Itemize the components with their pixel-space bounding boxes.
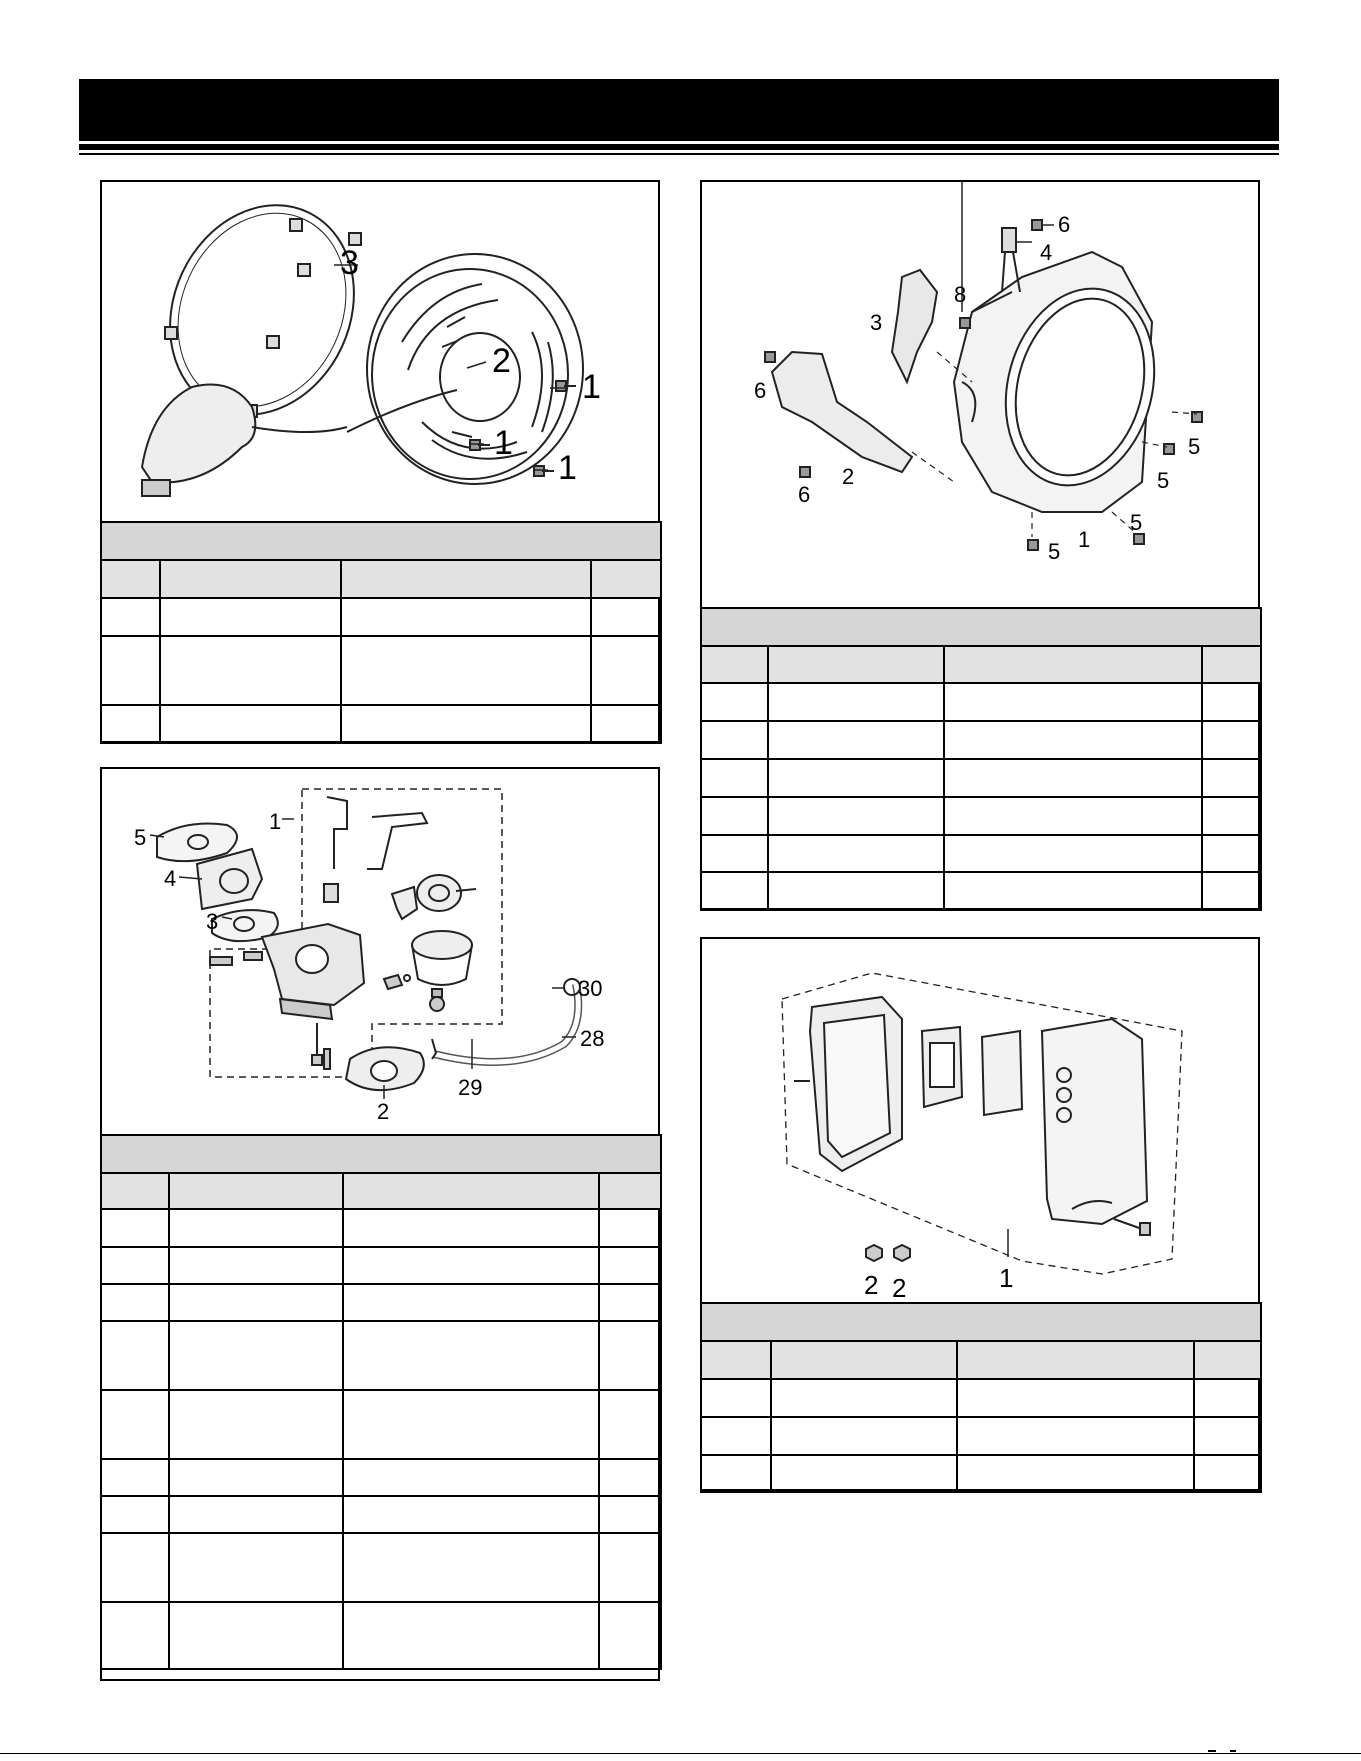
table-row (101, 1496, 661, 1533)
callout-1: 1 (1078, 527, 1091, 552)
col-description (343, 1173, 599, 1209)
col-qty (591, 560, 661, 598)
fan-cover-panel (700, 180, 1260, 910)
recoil-starter-diagram (102, 182, 658, 522)
callout-28: 28 (580, 1026, 605, 1051)
air-cleaner-diagram (702, 939, 1258, 1303)
col-qty (599, 1173, 661, 1209)
callout-5d: 5 (1048, 539, 1061, 564)
table-row (101, 1247, 661, 1284)
baffle-2 (772, 352, 912, 472)
ignition-coil-4 (1002, 228, 1016, 252)
callout-4: 4 (1040, 240, 1053, 265)
callout-1: 1 (999, 1263, 1014, 1293)
air-cleaner-cover (1042, 1019, 1147, 1224)
footer-rule (0, 1753, 1361, 1754)
table-row (101, 598, 661, 636)
callout-3: 3 (340, 244, 359, 282)
carburetor-parts-table (100, 1134, 662, 1670)
table-caption (701, 1303, 1261, 1341)
col-no (701, 646, 768, 683)
callout-5: 5 (134, 825, 147, 850)
callout-2: 2 (492, 342, 511, 380)
callout-2: 2 (377, 1099, 390, 1124)
callout-2b: 2 (892, 1273, 907, 1303)
table-caption (701, 608, 1261, 646)
table-row (701, 1379, 1261, 1417)
callout-2a: 2 (864, 1270, 879, 1300)
col-description (341, 560, 591, 598)
callout-1: 1 (269, 809, 282, 834)
table-row (701, 1417, 1261, 1455)
callout-2: 2 (842, 464, 855, 489)
callout-6b: 6 (754, 378, 767, 403)
table-row (101, 1284, 661, 1321)
callout-6: 6 (1058, 212, 1071, 237)
title-rule-thick (79, 144, 1279, 150)
page-title-bar (79, 79, 1279, 141)
table-row (101, 636, 661, 705)
carburetor-panel (100, 767, 660, 1681)
air-cleaner-panel (700, 937, 1260, 1491)
footer-mark (1208, 1750, 1216, 1752)
table-row (701, 1455, 1261, 1492)
callout-5c: 5 (1130, 510, 1143, 535)
callout-1b: 1 (494, 424, 513, 462)
col-no (101, 560, 160, 598)
table-row (701, 872, 1261, 910)
col-part-number (160, 560, 341, 598)
callout-29: 29 (458, 1075, 483, 1100)
table-row (101, 1533, 661, 1602)
col-part-number (771, 1341, 957, 1379)
col-part-number (768, 646, 944, 683)
col-description (957, 1341, 1194, 1379)
col-part-number (169, 1173, 343, 1209)
fan-cover-diagram (702, 182, 1258, 608)
table-row (101, 1602, 661, 1669)
fan-cover-parts-table (700, 607, 1262, 911)
table-row (701, 759, 1261, 797)
col-qty (1202, 646, 1261, 683)
callout-8: 8 (954, 282, 967, 307)
table-row (701, 835, 1261, 872)
table-caption (101, 522, 661, 560)
col-no (701, 1341, 771, 1379)
table-row (101, 1209, 661, 1247)
air-cleaner-parts-table (700, 1302, 1262, 1493)
recoil-starter-panel (100, 180, 660, 743)
callout-3: 3 (206, 909, 219, 934)
table-row (701, 721, 1261, 759)
callout-4: 4 (164, 866, 177, 891)
title-rule-thin (79, 153, 1279, 155)
col-qty (1194, 1341, 1261, 1379)
col-description (944, 646, 1202, 683)
guide-plate-3 (892, 270, 937, 382)
table-row (101, 1390, 661, 1459)
callout-30: 30 (578, 976, 603, 1001)
table-row (101, 705, 661, 743)
bolt-icon (556, 381, 576, 391)
recoil-starter-parts-table (100, 521, 662, 744)
footer-mark (1230, 1750, 1236, 1752)
nut-icon (866, 1245, 882, 1261)
callout-5b: 5 (1157, 468, 1170, 493)
table-caption (101, 1135, 661, 1173)
table-row (101, 1459, 661, 1496)
callout-1c: 1 (558, 449, 577, 487)
callout-5a: 5 (1188, 434, 1201, 459)
callout-6c: 6 (798, 482, 811, 507)
carburetor-diagram (102, 769, 658, 1135)
col-no (101, 1173, 169, 1209)
callout-1a: 1 (582, 368, 601, 406)
callout-3: 3 (870, 310, 883, 335)
table-row (701, 683, 1261, 721)
table-row (101, 1321, 661, 1390)
table-row (701, 797, 1261, 835)
